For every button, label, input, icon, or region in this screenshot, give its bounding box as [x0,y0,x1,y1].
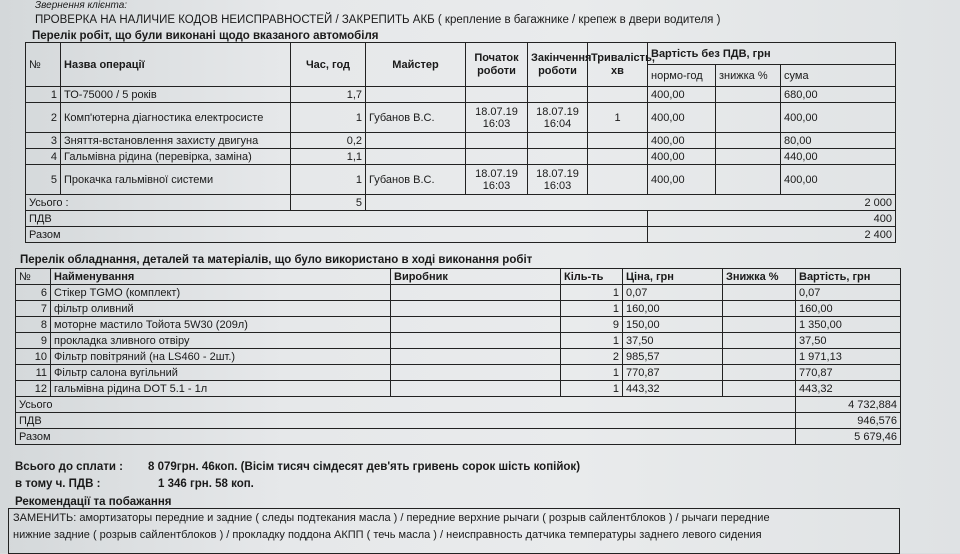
col-end: Закінчення роботи [528,43,588,87]
table-row: 4 Гальмівна рідина (перевірка, заміна) 1,1 400,00 440,00 [26,149,896,165]
table-row: 12 гальмівна рідина DOT 5.1 - 1л 1 443,32 443,32 [16,381,901,397]
works-table [25,42,896,243]
appeal-text: ПРОВЕРКА НА НАЛИЧИЕ КОДОВ НЕИСПРАВНОСТЕЙ / ЗАКРЕПИТЬ АКБ ( крепление в багажнике / крепеж в двери водителя ) [35,14,721,26]
table-row: 3 Зняття-встановлення захисту двигуна 0,2 400,00 80,00 [26,133,896,149]
table-row: 5 Прокачка гальмівної системи 1 Губанов В.С. 18.07.19 16:03 18.07.19 16:03 400,00 400,00 [26,165,896,195]
table-row: 9 прокладка зливного отвіру 1 37,50 37,50 [16,333,901,349]
table-row: 6 Стікер TGMO (комплект) 1 0,07 0,07 [16,285,901,301]
table-row: 8 моторне мастило Тойота 5W30 (209л) 9 150,00 1 350,00 [16,317,901,333]
col-start: Початок роботи [466,43,528,87]
col-norm-hour: нормо-год [648,65,716,87]
col-price: Ціна, грн [623,269,723,285]
col-name: Найменування [51,269,391,285]
col-duration: Тривалість, хв [588,43,648,87]
recommendations-box [8,508,900,554]
table-row: 2 Комп'ютерна діагностика електросисте 1 Губанов В.С. 18.07.19 16:03 18.07.19 16:04 1 400,00 400,00 [26,103,896,133]
col-hours: Час, год [291,43,366,87]
col-name: Назва операції [61,43,291,87]
payment-vat-label: в тому ч. ПДВ : [15,478,101,490]
recommendations-line-2: нижние задние ( розрыв сайлентблоков ) / прокладку поддона АКПП ( течь масла ) / неисправность датчика температуры заднего левого сидения [13,529,762,541]
parts-title: Перелік обладнання, деталей та матеріалів, що було використано в ході виконання робіт [20,254,533,266]
appeal-label: Звернення клієнта: [35,0,128,11]
col-maker: Виробник [391,269,561,285]
col-sum: сума [781,65,896,87]
parts-sum-row: Разом 5 679,46 [16,429,901,445]
recommendations-title: Рекомендації та побажання [15,496,172,508]
payment-value: 8 079грн. 46коп. (Вісім тисяч сімдесят дев'ять гривень сорок шість копійок) [148,461,581,473]
works-sum-row: Разом 2 400 [26,227,896,243]
payment-vat-value: 1 346 грн. 58 коп. [158,478,254,490]
parts-table [15,268,901,445]
payment-label: Всього до сплати : [15,461,123,473]
col-num: № [26,43,61,87]
col-cost-group: Вартість без ПДВ, грн [648,43,896,65]
parts-vat-row: ПДВ 946,576 [16,413,901,429]
col-qty: Кіль-ть [561,269,623,285]
table-row: 10 Фільтр повітряний (на LS460 - 2шт.) 2 985,57 1 971,13 [16,349,901,365]
recommendations-line-1: ЗАМЕНИТЬ: амортизаторы передние и задние ( следы подтекания масла ) / передние верхние рычаги ( розрыв сайлентблоков ) / рычаги передние [13,512,770,524]
parts-total-row: Усього 4 732,884 [16,397,901,413]
works-title: Перелік робіт, що були виконані щодо вказаного автомобіля [32,30,379,42]
col-discount: знижка % [716,65,781,87]
col-master: Майстер [366,43,466,87]
col-cost: Вартість, грн [796,269,901,285]
works-vat-row: ПДВ 400 [26,211,896,227]
table-row: 1 ТО-75000 / 5 років 1,7 400,00 680,00 [26,87,896,103]
col-num: № [16,269,51,285]
col-discount: Знижка % [723,269,796,285]
table-row: 7 фільтр оливний 1 160,00 160,00 [16,301,901,317]
works-total-row: Усього : 5 2 000 [26,195,896,211]
table-row: 11 Фільтр салона вугільний 1 770,87 770,87 [16,365,901,381]
